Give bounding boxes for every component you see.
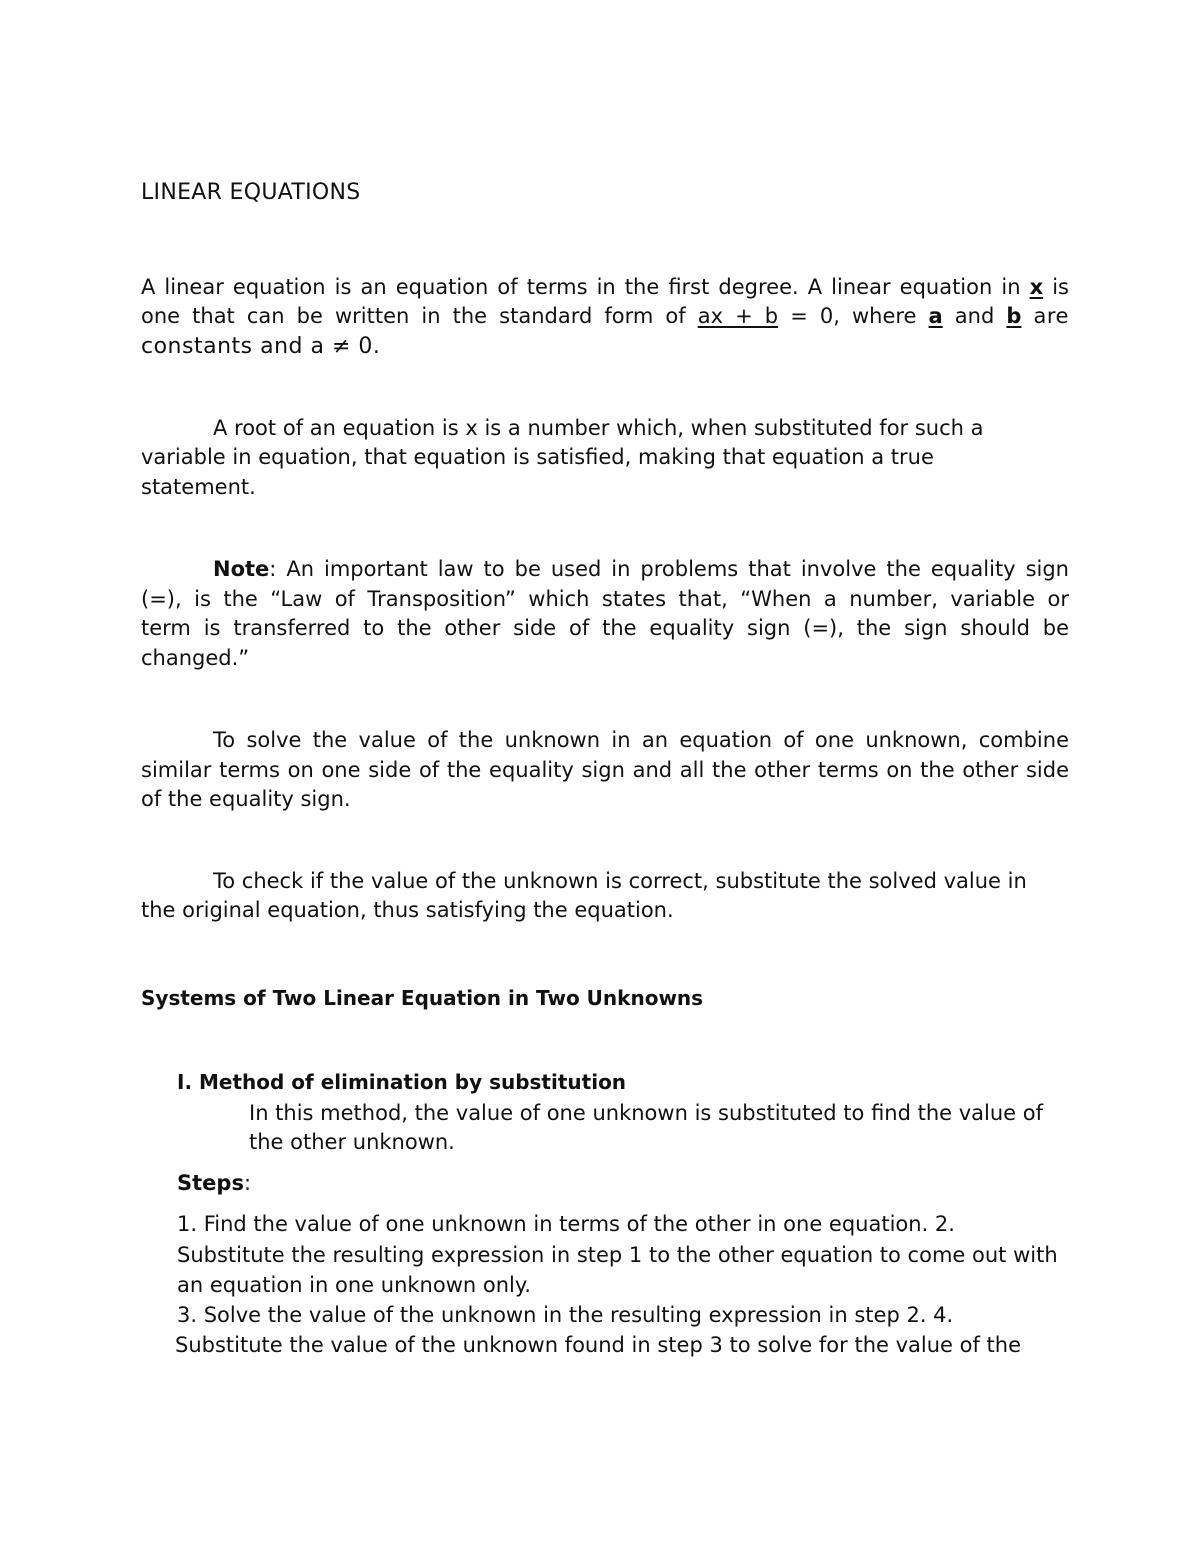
- paragraph-line: statement.: [141, 475, 256, 499]
- method-heading: I. Method of elimination by substitution: [177, 1070, 627, 1094]
- variable-x: x: [1029, 275, 1044, 299]
- step-line: Substitute the value of the unknown found in step 3 to solve for the value of the: [175, 1333, 1022, 1357]
- paragraph-line: Note: An important law to be used in problems that involve the equality sign: [213, 557, 1069, 581]
- constant-a: a: [928, 304, 943, 328]
- page-title: LINEAR EQUATIONS: [141, 180, 361, 205]
- method-description: In this method, the value of one unknown is substituted to find the value of: [249, 1101, 1044, 1125]
- method-description: the other unknown.: [249, 1130, 455, 1154]
- paragraph-line: constants and a ≠ 0.: [141, 334, 381, 359]
- paragraph-line: variable in equation, that equation is satisfied, making that equation a true: [141, 445, 934, 469]
- paragraph-line: A linear equation is an equation of terms in the first degree. A linear equation in x is: [141, 275, 1069, 299]
- paragraph-line: of the equality sign.: [141, 787, 351, 811]
- step-line: 3. Solve the value of the unknown in the resulting expression in step 2. 4.: [177, 1303, 954, 1327]
- paragraph-line: one that can be written in the standard form of ax + b = 0, where a and b are: [141, 304, 1069, 328]
- paragraph-line: the original equation, thus satisfying the equation.: [141, 898, 674, 922]
- constant-b: b: [1006, 304, 1022, 328]
- paragraph-line: term is transferred to the other side of the equality sign (=), the sign should be: [141, 616, 1069, 640]
- paragraph-line: changed.”: [141, 646, 250, 670]
- step-line: Substitute the resulting expression in step 1 to the other equation to come out with: [177, 1243, 1058, 1267]
- paragraph-line: To check if the value of the unknown is correct, substitute the solved value in: [213, 869, 1027, 893]
- section-heading: Systems of Two Linear Equation in Two Unknowns: [141, 986, 704, 1010]
- paragraph-line: similar terms on one side of the equality sign and all the other terms on the other side: [141, 758, 1069, 782]
- paragraph-line: (=), is the “Law of Transposition” which states that, “When a number, variable or: [141, 587, 1069, 611]
- standard-form-formula: ax + b: [697, 304, 779, 328]
- step-line: 1. Find the value of one unknown in terms of the other in one equation. 2.: [177, 1212, 955, 1236]
- steps-label: Steps:: [177, 1171, 252, 1195]
- step-line: an equation in one unknown only.: [177, 1273, 531, 1297]
- paragraph-line: A root of an equation is x is a number which, when substituted for such a: [213, 416, 984, 440]
- note-label: Note: [213, 557, 270, 581]
- paragraph-line: To solve the value of the unknown in an equation of one unknown, combine: [213, 728, 1069, 752]
